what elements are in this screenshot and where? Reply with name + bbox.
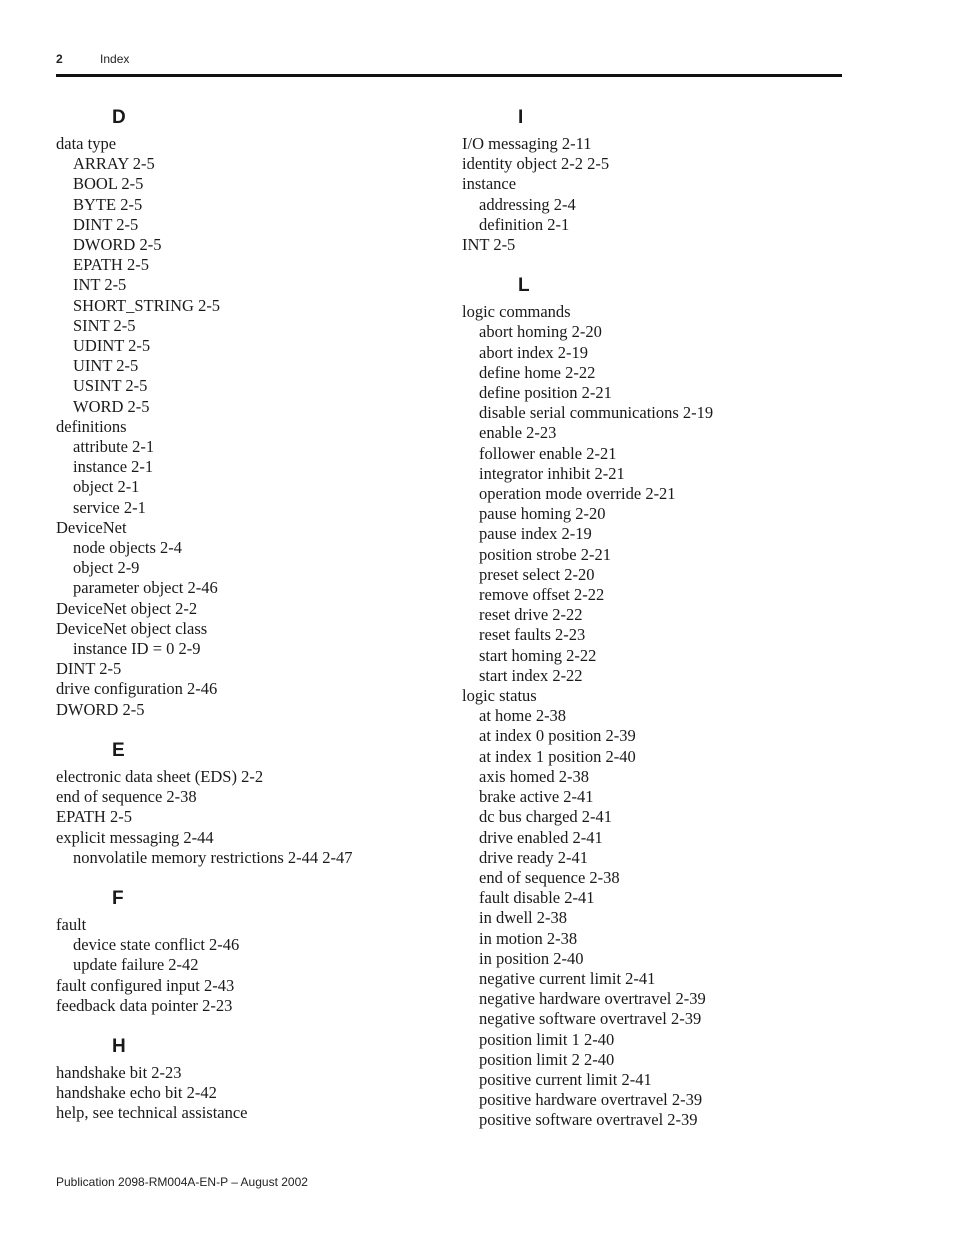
publication-footer: Publication 2098-RM004A-EN-P – August 2002	[56, 1175, 308, 1189]
index-subentry: position limit 1 2-40	[479, 1029, 615, 1049]
index-entry: I/O messaging 2-11	[462, 134, 592, 153]
page-number: 2	[56, 52, 63, 66]
index-subentry: axis homed 2-38	[479, 766, 589, 786]
index-entry: DeviceNet	[56, 517, 127, 537]
index-subentry: define position 2-21	[479, 383, 612, 403]
section-letter: E	[112, 739, 125, 761]
index-subentry: negative current limit 2-41	[479, 968, 656, 988]
index-subentry: operation mode override 2-21	[479, 484, 676, 504]
index-subentry: drive ready 2-41	[479, 847, 589, 867]
index-entry: DeviceNet object class	[56, 618, 208, 638]
index-entry: handshake echo bit 2-42	[56, 1083, 217, 1103]
index-subentry: update failure 2-42	[73, 955, 199, 975]
index-entry: explicit messaging 2-44	[56, 827, 214, 847]
index-subentry: pause index 2-19	[479, 524, 592, 544]
index-entry: end of sequence 2-38	[56, 787, 197, 807]
index-subentry: enable 2-23	[479, 423, 557, 443]
index-entry: help, see technical assistance	[56, 1103, 248, 1123]
index-subentry: BOOL 2-5	[73, 174, 144, 194]
index-subentry: at index 1 position 2-40	[479, 746, 636, 766]
index-subentry: positive current limit 2-41	[479, 1069, 652, 1089]
index-subentry: negative software overtravel 2-39	[479, 1009, 702, 1029]
index-section-e	[56, 739, 446, 868]
index-subentry: device state conflict 2-46	[73, 935, 240, 955]
index-subentry: pause homing 2-20	[479, 504, 606, 524]
index-entry: instance	[462, 174, 517, 194]
index-entry: data type	[56, 134, 117, 153]
index-section-f	[56, 887, 446, 1016]
index-subentry: positive hardware overtravel 2-39	[479, 1090, 703, 1110]
index-subentry: disable serial communications 2-19	[479, 403, 714, 423]
index-entry: INT 2-5	[462, 235, 516, 255]
index-subentry: at index 0 position 2-39	[479, 726, 636, 746]
index-subentry: reset faults 2-23	[479, 625, 586, 645]
header-rule	[56, 74, 842, 77]
index-entry: DWORD 2-5	[56, 699, 145, 719]
section-letter: H	[112, 1035, 126, 1057]
index-subentry: object 2-1	[73, 477, 140, 497]
index-subentry: in position 2-40	[479, 948, 584, 968]
section-letter: D	[112, 107, 126, 128]
index-subentry: attribute 2-1	[73, 437, 155, 457]
page-header	[56, 52, 129, 66]
index-subentry: abort index 2-19	[479, 342, 589, 362]
index-subentry: DWORD 2-5	[73, 235, 162, 255]
index-column-left	[56, 106, 446, 1143]
index-entry: DeviceNet object 2-2	[56, 598, 198, 618]
index-entry: logic commands	[462, 302, 571, 322]
index-subentry: definition 2-1	[479, 214, 570, 234]
index-entry: electronic data sheet (EDS) 2-2	[56, 766, 264, 786]
index-subentry: follower enable 2-21	[479, 443, 617, 463]
section-letter: F	[112, 887, 124, 909]
index-subentry: DINT 2-5	[73, 214, 139, 234]
index-section-l	[462, 274, 842, 1130]
index-subentry: SINT 2-5	[73, 315, 136, 335]
index-section-h	[56, 1035, 446, 1124]
index-subentry: start index 2-22	[479, 665, 583, 685]
index-subentry: INT 2-5	[73, 275, 127, 295]
index-entry: identity object 2-2 2-5	[462, 154, 610, 174]
index-subentry: preset select 2-20	[479, 564, 595, 584]
index-entry: feedback data pointer 2-23	[56, 995, 233, 1015]
index-subentry: reset drive 2-22	[479, 605, 583, 625]
index-subentry: define home 2-22	[479, 362, 596, 382]
index-subentry: at home 2-38	[479, 706, 567, 726]
index-column-right	[462, 106, 842, 1150]
index-entry: drive configuration 2-46	[56, 679, 218, 699]
section-letter: L	[518, 275, 530, 297]
index-subentry: dc bus charged 2-41	[479, 807, 613, 827]
index-subentry: service 2-1	[73, 497, 146, 517]
index-subentry: position strobe 2-21	[479, 544, 611, 564]
index-entry: logic status	[462, 686, 537, 706]
index-entry: fault configured input 2-43	[56, 975, 235, 995]
index-section-i	[462, 106, 842, 255]
index-entry: DINT 2-5	[56, 659, 122, 679]
index-subentry: instance ID = 0 2-9	[73, 639, 201, 659]
index-subentry: in dwell 2-38	[479, 908, 567, 928]
header-section-title: Index	[100, 52, 130, 66]
index-subentry: WORD 2-5	[73, 396, 150, 416]
index-subentry: positive software overtravel 2-39	[479, 1110, 698, 1130]
index-subentry: USINT 2-5	[73, 376, 148, 396]
index-subentry: ARRAY 2-5	[73, 154, 155, 174]
index-subentry: node objects 2-4	[73, 538, 183, 558]
index-subentry: UDINT 2-5	[73, 336, 151, 356]
index-entry: EPATH 2-5	[56, 807, 132, 827]
index-subentry: SHORT_STRING 2-5	[73, 295, 221, 315]
index-subentry: integrator inhibit 2-21	[479, 463, 625, 483]
index-subentry: object 2-9	[73, 558, 140, 578]
index-entry: definitions	[56, 416, 127, 436]
index-subentry: fault disable 2-41	[479, 888, 595, 908]
index-subentry: addressing 2-4	[479, 194, 576, 214]
index-subentry: parameter object 2-46	[73, 578, 218, 598]
index-subentry: brake active 2-41	[479, 787, 594, 807]
index-subentry: instance 2-1	[73, 457, 154, 477]
index-subentry: start homing 2-22	[479, 645, 597, 665]
index-entry: fault	[56, 914, 87, 934]
index-subentry: EPATH 2-5	[73, 255, 149, 275]
index-subentry: abort homing 2-20	[479, 322, 602, 342]
index-subentry: in motion 2-38	[479, 928, 578, 948]
index-subentry: BYTE 2-5	[73, 194, 143, 214]
index-subentry: end of sequence 2-38	[479, 867, 620, 887]
index-subentry: nonvolatile memory restrictions 2-44 2-47	[73, 847, 353, 867]
index-subentry: UINT 2-5	[73, 356, 139, 376]
index-subentry: remove offset 2-22	[479, 585, 605, 605]
index-entry: handshake bit 2-23	[56, 1062, 182, 1082]
index-section-d	[56, 106, 446, 720]
index-subentry: negative hardware overtravel 2-39	[479, 989, 706, 1009]
index-subentry: position limit 2 2-40	[479, 1049, 615, 1069]
section-letter: I	[518, 107, 524, 128]
index-subentry: drive enabled 2-41	[479, 827, 603, 847]
